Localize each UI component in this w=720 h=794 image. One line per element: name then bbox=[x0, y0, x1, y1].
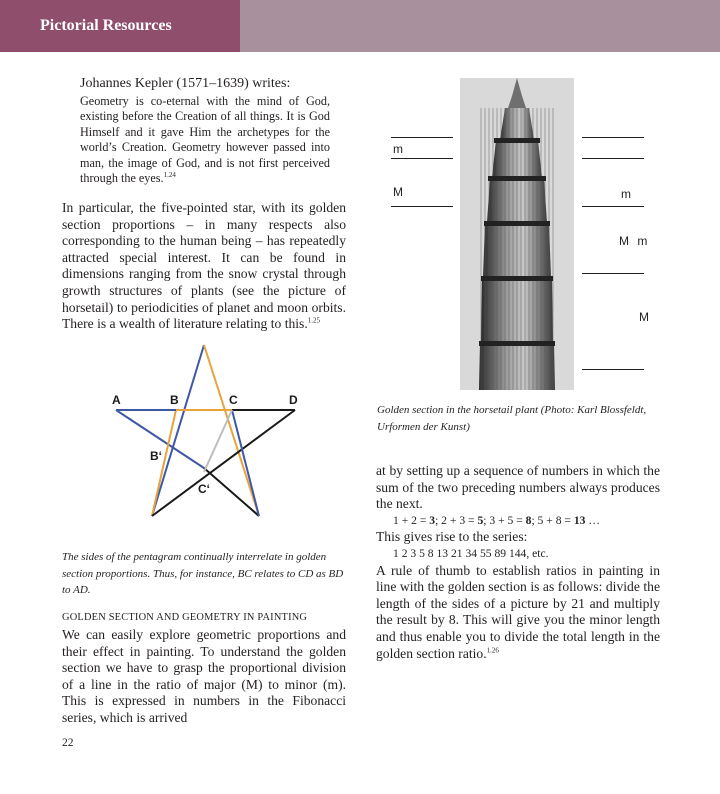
paragraph-painting: We can easily explore geometric proportions and their effect in painting. To understand the golden section we have to grasp the proportional division of a line in the ratio of major (M) to minor (m). This is expressed in numbers in the Fibonacci series, which is arrived bbox=[62, 627, 346, 725]
mark-line bbox=[391, 158, 453, 159]
pentagram-line-orange bbox=[204, 345, 259, 516]
point-label-d: D bbox=[289, 393, 298, 407]
point-label-b-prime: B‘ bbox=[150, 449, 162, 463]
point-label-c: C bbox=[229, 393, 238, 407]
quote-author: Johannes Kepler (1571–1639) writes: bbox=[80, 76, 291, 91]
paragraph-fibonacci: at by setting up a sequence of numbers in which the sum of the two preceding numbers always produces the next. bbox=[376, 463, 660, 512]
pentagram-line-blue-top bbox=[152, 345, 204, 516]
footnote-ref: 1.25 bbox=[307, 316, 320, 325]
kepler-quote bbox=[80, 75, 330, 186]
mark-line bbox=[582, 137, 644, 138]
mark-label-left-minor: m bbox=[393, 142, 403, 156]
mark-label-right-major-minor: M m bbox=[619, 234, 648, 248]
pentagram-caption: The sides of the pentagram continually interrelate in golden section proportions. Thus, for instance, BC relates to CD as BD to AD. bbox=[62, 551, 344, 596]
quote-text: Geometry is co-eternal with the mind of God, existing before the Creation of all things. It is God Himself and it gave Him the archetypes for the world’s Creation. Geometry however passed into man, the image of God, and is not first perceived through the eyes.$^{1.24}$ bbox=[80, 94, 330, 186]
section-heading: GOLDEN SECTION AND GEOMETRY IN PAINTING bbox=[62, 612, 308, 623]
point-label-b: B bbox=[170, 393, 179, 407]
series-intro: This gives rise to the series: bbox=[376, 529, 528, 545]
pentagram-line-blue-c bbox=[232, 410, 259, 516]
mark-line bbox=[391, 137, 453, 138]
point-label-c-prime: C‘ bbox=[198, 482, 210, 496]
pentagram-line-grey bbox=[204, 410, 232, 472]
paragraph-rule-of-thumb: A rule of thumb to establish ratios in painting in line with the golden section is as follows: divide the length of the sides of a picture by 21 and multiply the result by 8. This will give you the minor length and thus enable you to divide the total length in the golden section ratio.$^{1.26}$ bbox=[376, 562, 660, 661]
paragraph-pentagram: In particular, the five-pointed star, with its golden section proportions – in many respects also corresponding to the human being – has repeatedly attracted special interest. It can be found in dimensions ranging from the snow crystal through growth structures of plants (see the picture of horsetail) to periodicities of planet and moon orbits. There is a wealth of literature relating to this.$^{1.25}$ bbox=[62, 200, 346, 332]
footnote-ref: 1.26 bbox=[486, 646, 499, 654]
pentagram-diagram bbox=[100, 340, 320, 525]
pentagram-line-black bbox=[152, 410, 295, 516]
mark-label-right-minor: m bbox=[621, 187, 631, 201]
mark-line bbox=[582, 158, 644, 159]
mark-line bbox=[582, 369, 644, 370]
right-column bbox=[376, 463, 660, 662]
fibonacci-formula: 1 + 2 = 3; 2 + 3 = 5; 3 + 5 = 8; 5 + 8 = 13 … bbox=[393, 513, 600, 527]
photo-caption: Golden section in the horsetail plant (Photo: Karl Blossfeldt, Urformen der Kunst) bbox=[377, 404, 647, 433]
mark-label-right-major: M bbox=[639, 310, 649, 324]
chapter-title: Pictorial Resources bbox=[0, 0, 240, 52]
mark-line bbox=[391, 206, 453, 207]
fibonacci-series: 1 2 3 5 8 13 21 34 55 89 144, etc. bbox=[393, 546, 549, 560]
point-label-a: A bbox=[112, 393, 121, 407]
mark-line bbox=[582, 206, 644, 207]
footnote-ref: 1.24 bbox=[163, 170, 176, 179]
mark-line bbox=[582, 273, 644, 274]
mark-label-left-major: M bbox=[393, 185, 403, 199]
proportion-marks bbox=[385, 130, 655, 380]
page-number: 22 bbox=[62, 737, 74, 749]
